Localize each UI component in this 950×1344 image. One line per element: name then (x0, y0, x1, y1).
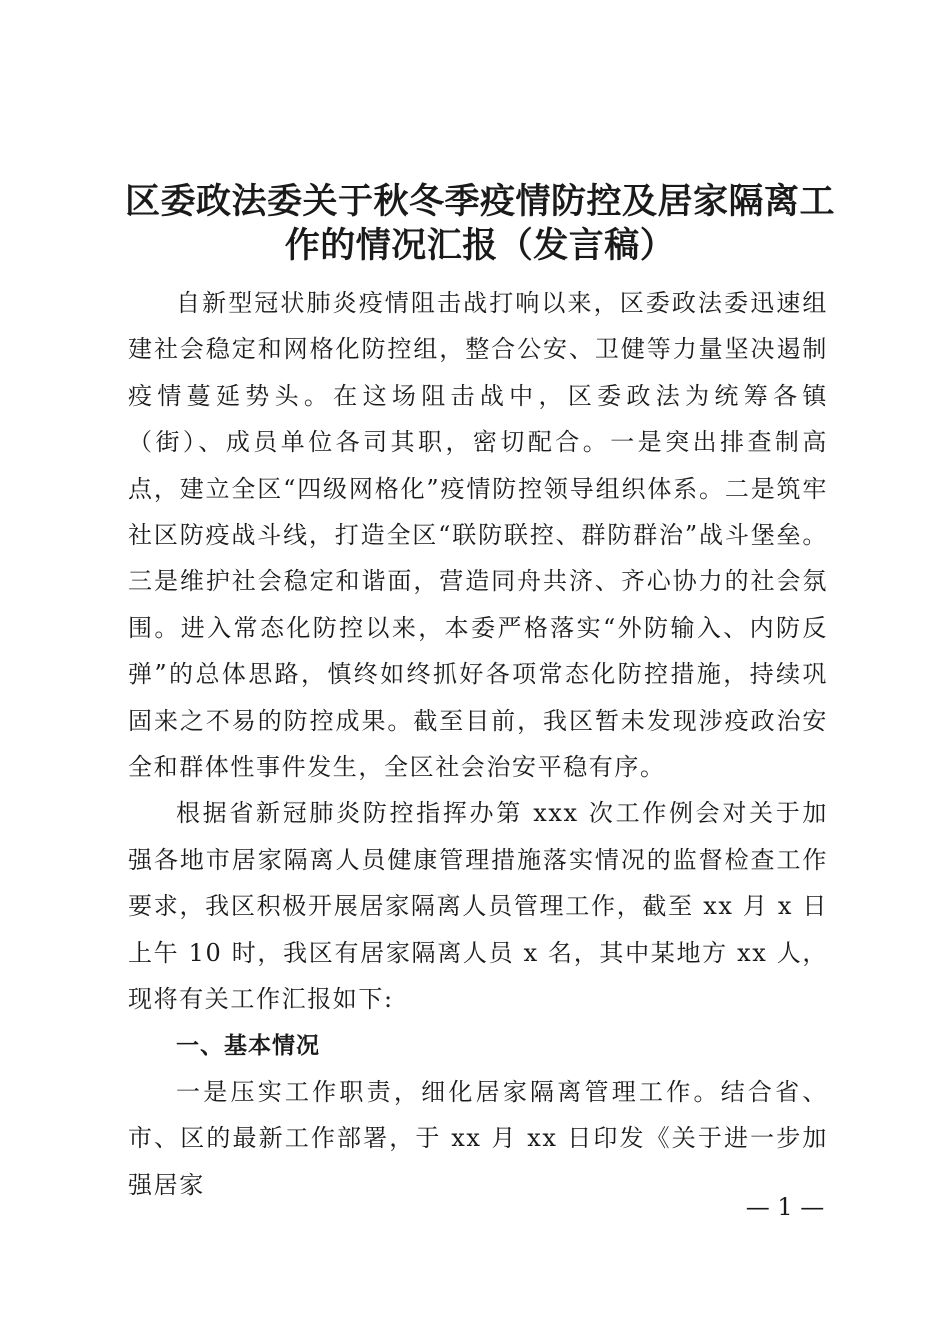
document-body (128, 280, 828, 1208)
body-paragraph: 自新型冠状肺炎疫情阻击战打响以来，区委政法委迅速组建社会稳定和网格化防控组，整合公安、卫健等力量坚决遏制疫情蔓延势头。在这场阻击战中，区委政法为统筹各镇（街）、成员单位各司其职，密切配合。一是突出排查制高点，建立全区“四级网格化”疫情防控领导组织体系。二是筑牢社区防疫战斗线，打造全区“联防联控、群防群治”战斗堡垒。三是维护社会稳定和谐面，营造同舟共济、齐心协力的社会氛围。进入常态化防控以来，本委严格落实“外防输入、内防反弹”的总体思路，慎终如终抓好各项常态化防控措施，持续巩固来之不易的防控成果。截至目前，我区暂未发现涉疫政治安全和群体性事件发生，全区社会治安平稳有序。 (128, 289, 828, 782)
page-number: — 1 — (745, 1193, 825, 1221)
section-heading: 一、基本情况 (176, 1032, 320, 1059)
body-paragraph: 一是压实工作职责，细化居家隔离管理工作。结合省、市、区的最新工作部署，于 xx 月 xx 日印发《关于进一步加强居家 (128, 1077, 828, 1199)
document-title: 区委政法委关于秋冬季疫情防控及居家隔离工作的情况汇报（发言稿） (124, 181, 835, 266)
body-paragraph: 根据省新冠肺炎防控指挥办第 xxx 次工作例会对关于加强各地市居家隔离人员健康管理措施落实情况的监督检查工作要求，我区积极开展居家隔离人员管理工作，截至 xx 月 x 日上午 10 时，我区有居家隔离人员 x 名，其中某地方 xx 人，现将有关工作汇报如下: (128, 799, 828, 1014)
